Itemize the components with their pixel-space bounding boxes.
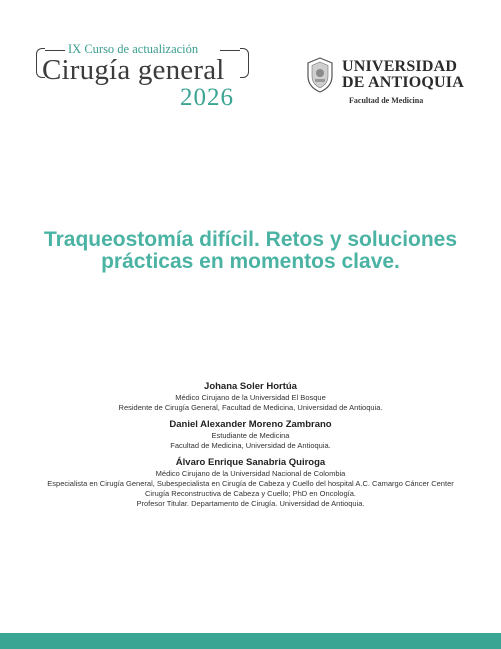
university-name-line1: UNIVERSIDAD — [342, 58, 458, 75]
author-name: Álvaro Enrique Sanabria Quiroga — [175, 457, 326, 468]
course-title: Cirugía general — [42, 54, 225, 86]
university-logo — [305, 52, 475, 112]
author-affiliation: Estudiante de Medicina — [211, 431, 290, 440]
footer-bar — [0, 633, 501, 649]
author-affiliation: Especialista en Cirugía General, Subespecialista en Cirugía de Cabeza y Cuello del hospital A.C. Camargo Cáncer Center — [47, 479, 454, 488]
author-name: Johana Soler Hortúa — [204, 381, 297, 392]
course-logo — [30, 40, 260, 120]
author-name: Daniel Alexander Moreno Zambrano — [169, 419, 332, 430]
faculty-name: Facultad de Medicina — [349, 96, 424, 105]
university-seal-icon — [305, 56, 335, 94]
author-affiliation: Residente de Cirugía General, Facultad de Medicina, Universidad de Antioquia. — [118, 403, 383, 412]
frame-bracket-right — [240, 48, 249, 78]
course-year: 2026 — [180, 84, 234, 111]
document-title-line1: Traqueostomía difícil. Retos y soluciones — [43, 228, 458, 251]
author-block — [0, 419, 501, 451]
author-affiliation: Médico Cirujano de la Universidad El Bosque — [175, 393, 326, 402]
author-block — [0, 457, 501, 509]
course-subtitle: IX Curso de actualización — [68, 42, 199, 56]
frame-line-left — [45, 50, 65, 51]
document-title-line2: prácticas en momentos clave. — [101, 250, 400, 273]
author-affiliation: Médico Cirujano de la Universidad Nacional de Colombia — [155, 469, 346, 478]
university-name-line2: DE ANTIOQUIA — [342, 74, 464, 91]
frame-line-right — [220, 50, 240, 51]
author-list — [0, 381, 501, 515]
author-block — [0, 381, 501, 413]
author-affiliation: Facultad de Medicina, Universidad de Antioquia. — [170, 441, 331, 450]
author-affiliation: Profesor Titular. Departamento de Cirugía. Universidad de Antioquia. — [136, 499, 365, 508]
author-affiliation: Cirugía Reconstructiva de Cabeza y Cuello; PhD en Oncología. — [145, 489, 356, 498]
document-title — [0, 229, 501, 273]
